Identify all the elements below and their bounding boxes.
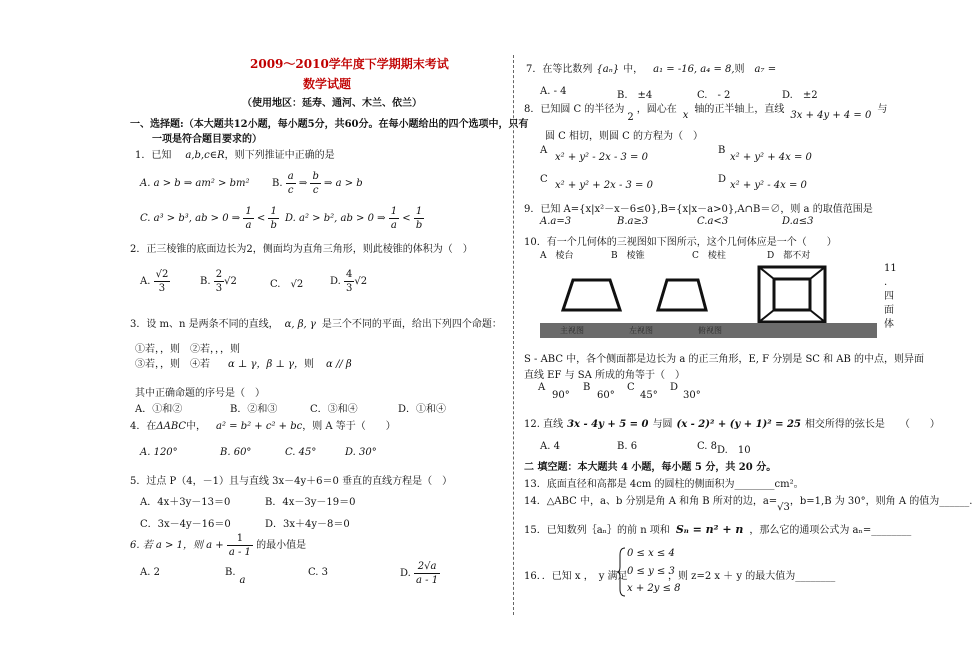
q8-option-d-label: D: [718, 174, 727, 185]
q6-option-c: C. 3: [308, 567, 329, 578]
q9-option-a: A.a=3: [540, 216, 572, 227]
q9-stem: 9．已知 A={x|x²－x－6≤0},B={x|x－a>0},A∩B＝∅，则 a 的取值范围是: [524, 204, 873, 215]
q2-option-b: B. $\frac{2}{3}$ √2: [200, 269, 237, 294]
q15-text: 15．已知数列｛aₙ｝的前 n 项和 Sₙ = n² + n ，那么它的通项公式为 aₙ=________: [524, 523, 912, 536]
q5-option-b: B．4x－3y－19＝0: [265, 497, 356, 508]
q5-option-a: A．4x＋3y－13＝0: [140, 497, 231, 508]
q7-stem: 7．在等比数列 {aₙ} 中， a₁ = -16, a₄ = 8,则 a₇ =: [526, 64, 777, 75]
exam-title: 2009～2010学年度下学期期末考试: [250, 57, 449, 71]
q7-option-d: D. ±2: [782, 90, 818, 101]
q1-option-c: C. a³ > b³, ab > 0 ⇒ $\frac{1}{a}$ < $\frac{1}{b}$: [140, 206, 277, 231]
q11-stem: S - ABC 中，各个侧面都是边长为 a 的正三角形，E, F 分别是 SC 和 AB 的中点，则异面: [524, 354, 925, 365]
q10-option-b: B 棱锥: [611, 251, 645, 261]
q2-option-d: D. $\frac{4}{3}$ √2: [330, 269, 368, 294]
q11-option-a: 90°: [552, 390, 570, 401]
q11-option-b: 60°: [597, 390, 615, 401]
q7-option-b: B. ±4: [617, 90, 653, 101]
q16-constraint-3: x + 2y ≤ 8: [627, 583, 681, 594]
q12-stem: 12. 直线 3x - 4y + 5 = 0 与圆 (x - 2)² + (y + 1)² = 25 相交所得的弦长是 （ ）: [524, 419, 940, 430]
section2-heading: 二 填空题：本大题共 4 小题，每小题 5 分，共 20 分。: [524, 462, 777, 473]
q11-option-a-label: A: [538, 382, 546, 393]
q8-option-c-label: C: [540, 174, 548, 185]
q5-stem: 5．过点 P（4，－1）且与直线 3x－4y＋6＝0 垂直的直线方程是（ ）: [130, 476, 453, 487]
q8-option-b-label: B: [718, 145, 726, 156]
q4-option-c: C. 45°: [285, 447, 317, 458]
q1-stem: 1．已知 a,b,c∈R，则下列推证中正确的是: [135, 150, 335, 161]
q10-stem: 10．有一个几何体的三视图如下图所示，这个几何体应是一个（ ）: [524, 237, 837, 248]
q8-stem-cont: 圆 C 相切，则圆 C 的方程为（ ）: [545, 131, 704, 142]
side-view-label: 左视图: [629, 326, 653, 335]
q5-option-c: C．3x－4y－16＝0: [140, 519, 231, 530]
q8-option-d: x² + y² - 4x = 0: [730, 180, 807, 191]
q2-stem: 2．正三棱锥的底面边长为2，侧面均为直角三角形，则此棱锥的体积为（ ）: [130, 244, 473, 255]
q2-option-c: C. √2: [270, 279, 304, 290]
q6-option-d: D. $\frac{2√a}{a - 1}$: [400, 561, 439, 586]
front-view-label: 主视图: [560, 326, 584, 335]
q11-stem-cont: 直线 EF 与 SA 所成的角等于（ ）: [524, 370, 686, 381]
q5-option-d: D．3x＋4y－8＝0: [265, 519, 350, 530]
q1-option-a: A. a > b ⇒ am² > bm²: [140, 178, 250, 189]
q8-option-a: x² + y² - 2x - 3 = 0: [555, 152, 648, 163]
q3-stem: 3．设 m、n 是两条不同的直线， α, β, γ 是三个不同的平面，给出下列四个命题：: [130, 319, 502, 330]
column-divider: [513, 55, 514, 615]
q16-text-cont: ，则 z=2 x ＋ y 的最大值为________: [668, 571, 836, 582]
q10-option-a: A 棱台: [540, 251, 574, 261]
q3-option-d: D．①和④: [398, 404, 447, 415]
q11-number-vertical: 11 . 四 面 体: [884, 263, 897, 330]
q11-option-c-label: C: [627, 382, 635, 393]
exam-subtitle: 数学试题: [303, 77, 352, 91]
q3-option-b: B．②和③: [230, 404, 278, 415]
q3-option-c: C．③和④: [310, 404, 358, 415]
q12-option-b: B. 6: [617, 441, 638, 452]
q11-option-d: 30°: [683, 390, 701, 401]
q1-option-b: B. $\frac{a}{c}$ ⇒ $\frac{b}{c}$ ⇒ a > b: [272, 171, 363, 196]
q13-text: 13．底面直径和高都是 4cm 的圆柱的侧面积为________cm²。: [524, 479, 804, 490]
q7-option-c: C. - 2: [697, 90, 731, 101]
q9-option-c: C.a<3: [697, 216, 729, 227]
q11-option-b-label: B: [583, 382, 591, 393]
q4-option-d: D. 30°: [345, 447, 377, 458]
q12-option-a: A. 4: [540, 441, 560, 452]
q3-option-a: A．①和②: [135, 404, 183, 415]
q9-option-b: B.a≥3: [617, 216, 649, 227]
q16-brace: [617, 547, 627, 597]
q16-text: 16．．已知 x ， y 满足: [524, 571, 628, 582]
q7-option-a: A. - 4: [540, 86, 567, 97]
q3-line2: ③若，，则 ④若 α ⊥ γ，β ⊥ γ，则 α // β: [135, 359, 352, 370]
q8-option-b: x² + y² + 4x = 0: [730, 152, 812, 163]
top-view-label: 俯视图: [698, 326, 722, 335]
q1-option-d: D. a² > b², ab > 0 ⇒ $\frac{1}{a}$ < $\frac{1}{b}$: [285, 206, 423, 231]
q16-constraint-1: 0 ≤ x ≤ 4: [627, 548, 675, 559]
q14-text: 14．△ABC 中，a、b 分别是角 A 和角 B 所对的边，a=√3，b=1,B 为 30°，则角 A 的值为______.: [524, 496, 972, 513]
q12-option-c: C. 8: [697, 441, 718, 452]
side-view-trapezoid: [658, 280, 706, 310]
q11-option-c: 45°: [640, 390, 658, 401]
q8-stem: 8．已知圆 C 的半径为2，圆心在x轴的正半轴上，直线3x + 4y + 4 = 0与: [524, 104, 888, 123]
q9-option-d: D.a≤3: [782, 216, 814, 227]
q4-option-b: B. 60°: [220, 447, 252, 458]
q6-stem: 6. 若 a > 1，则 a + $\frac{1}{a - 1}$ 的最小值是: [130, 533, 307, 558]
q3-question: 其中正确命题的序号是（ ）: [135, 388, 265, 399]
section1-heading: 一、选择题:（本大题共12小题，每小题5分，共60分。在每小题给出的四个选项中，只有: [130, 119, 529, 130]
section1-heading-cont: 一项是符合题目要求的）: [152, 134, 262, 145]
q8-option-a-label: A: [540, 145, 548, 156]
q2-option-a: A. $\frac{√2}{3}$: [140, 269, 169, 294]
usage-region: （使用地区：延寿、通河、木兰、依兰）: [242, 98, 422, 109]
q10-option-d: D 都不对: [767, 251, 811, 261]
q12-option-d: D. 10: [717, 445, 751, 456]
q4-stem: 4．在ΔABC中， a² = b² + c² + bc，则 A 等于（ ）: [130, 421, 396, 432]
q16-constraint-2: 0 ≤ y ≤ 3: [627, 566, 675, 577]
q8-option-c: x² + y² + 2x - 3 = 0: [555, 180, 653, 191]
q6-option-a: A. 2: [140, 567, 160, 578]
q10-option-c: C 棱柱: [692, 251, 726, 261]
q6-option-b: B.a: [225, 567, 246, 586]
q3-line1: ①若，，则 ②若，，，则: [135, 344, 240, 355]
front-view-trapezoid: [563, 280, 620, 310]
q11-option-d-label: D: [670, 382, 679, 393]
top-view-squares: [759, 267, 825, 322]
q4-option-a: A. 120°: [140, 447, 178, 458]
